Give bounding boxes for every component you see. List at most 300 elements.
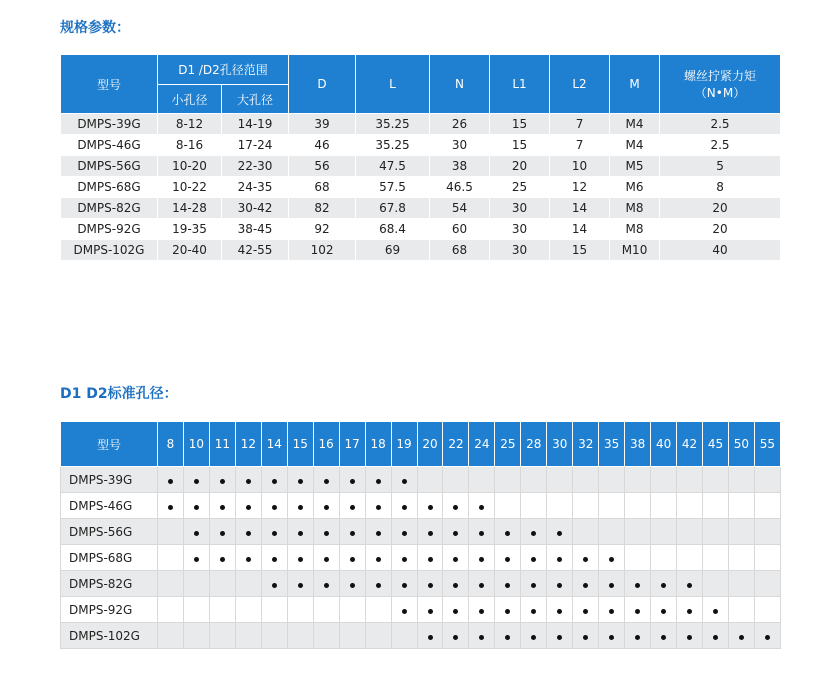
spec-cell-l1: 15: [490, 135, 550, 156]
bore-cell: [287, 493, 313, 519]
bore-header-size: 55: [754, 422, 780, 467]
bore-table-body: [61, 467, 781, 649]
bore-cell: [728, 467, 754, 493]
bore-cell: [625, 597, 651, 623]
availability-dot-icon: [194, 531, 199, 536]
availability-dot-icon: [505, 583, 510, 588]
bore-cell: [521, 571, 547, 597]
availability-dot-icon: [194, 505, 199, 510]
bore-row: [61, 545, 781, 571]
bore-cell: [677, 493, 703, 519]
availability-dot-icon: [376, 479, 381, 484]
bore-cell: [521, 545, 547, 571]
bore-header-size: 38: [625, 422, 651, 467]
spec-row: [61, 198, 781, 219]
availability-dot-icon: [609, 609, 614, 614]
availability-dot-icon: [402, 583, 407, 588]
bore-cell: [235, 545, 261, 571]
spec-cell-l1: 30: [490, 240, 550, 261]
bore-cell: [209, 571, 235, 597]
spec-cell-large: 30-42: [222, 198, 289, 219]
spec-cell-l2: 14: [550, 198, 610, 219]
spec-cell-l1: 15: [490, 114, 550, 135]
bore-header-size: 18: [365, 422, 391, 467]
bore-cell: [625, 571, 651, 597]
availability-dot-icon: [324, 557, 329, 562]
bore-header-size: 28: [521, 422, 547, 467]
availability-dot-icon: [687, 583, 692, 588]
availability-dot-icon: [324, 479, 329, 484]
spec-cell-model: DMPS-56G: [61, 156, 158, 177]
spec-cell-torque: 20: [660, 198, 781, 219]
availability-dot-icon: [479, 531, 484, 536]
availability-dot-icon: [402, 531, 407, 536]
spec-cell-l2: 7: [550, 135, 610, 156]
availability-dot-icon: [661, 609, 666, 614]
bore-cell: [209, 493, 235, 519]
availability-dot-icon: [505, 635, 510, 640]
bore-cell: [651, 493, 677, 519]
bore-cell: [235, 571, 261, 597]
spec-cell-torque: 5: [660, 156, 781, 177]
bore-cell: [365, 467, 391, 493]
availability-dot-icon: [687, 609, 692, 614]
bore-cell: [287, 519, 313, 545]
availability-dot-icon: [713, 609, 718, 614]
spec-row: [61, 219, 781, 240]
bore-header-size: 42: [677, 422, 703, 467]
availability-dot-icon: [661, 583, 666, 588]
spec-cell-large: 22-30: [222, 156, 289, 177]
header-large-bore: 大孔径: [222, 85, 289, 114]
availability-dot-icon: [194, 557, 199, 562]
availability-dot-icon: [246, 505, 251, 510]
availability-dot-icon: [428, 583, 433, 588]
bore-cell: [365, 571, 391, 597]
availability-dot-icon: [557, 609, 562, 614]
bore-header-size: 35: [599, 422, 625, 467]
bore-cell: [495, 545, 521, 571]
bore-header-size: 32: [573, 422, 599, 467]
bore-cell: [703, 571, 729, 597]
spec-cell-n: 38: [430, 156, 490, 177]
spec-cell-d: 39: [289, 114, 356, 135]
bore-cell: [728, 597, 754, 623]
bore-header-size: 12: [235, 422, 261, 467]
bore-header-size: 24: [469, 422, 495, 467]
bore-header-size: 50: [728, 422, 754, 467]
bore-header-size: 15: [287, 422, 313, 467]
bore-header-size: 30: [547, 422, 573, 467]
spec-cell-model: DMPS-39G: [61, 114, 158, 135]
bore-cell: [365, 519, 391, 545]
header-small-bore: 小孔径: [158, 85, 222, 114]
bore-cell: [651, 519, 677, 545]
bore-cell: [313, 623, 339, 649]
availability-dot-icon: [609, 635, 614, 640]
spec-cell-n: 60: [430, 219, 490, 240]
bore-cell: [521, 519, 547, 545]
bore-cell: [287, 467, 313, 493]
bore-cell-model: DMPS-82G: [61, 571, 158, 597]
spec-cell-small: 19-35: [158, 219, 222, 240]
bore-cell: [547, 493, 573, 519]
spec-row: [61, 240, 781, 261]
availability-dot-icon: [583, 583, 588, 588]
bore-header-model: 型号: [61, 422, 158, 467]
spec-cell-l1: 25: [490, 177, 550, 198]
bore-cell: [339, 545, 365, 571]
bore-header-size: 19: [391, 422, 417, 467]
availability-dot-icon: [272, 557, 277, 562]
bore-cell: [547, 467, 573, 493]
spec-cell-l: 68.4: [356, 219, 430, 240]
bore-cell: [417, 623, 443, 649]
bore-cell: [313, 571, 339, 597]
bore-cell: [469, 493, 495, 519]
bore-cell: [443, 493, 469, 519]
availability-dot-icon: [350, 557, 355, 562]
bore-cell: [339, 623, 365, 649]
availability-dot-icon: [557, 531, 562, 536]
bore-cell-model: DMPS-56G: [61, 519, 158, 545]
spec-cell-n: 46.5: [430, 177, 490, 198]
header-model: 型号: [61, 55, 158, 114]
bore-cell: [754, 571, 780, 597]
header-torque: [660, 55, 781, 114]
bore-cell: [313, 467, 339, 493]
bore-cell: [599, 571, 625, 597]
availability-dot-icon: [479, 635, 484, 640]
availability-dot-icon: [220, 531, 225, 536]
bore-cell: [443, 571, 469, 597]
bore-row: [61, 597, 781, 623]
bore-cell: [261, 597, 287, 623]
availability-dot-icon: [272, 583, 277, 588]
bore-cell: [469, 597, 495, 623]
availability-dot-icon: [557, 557, 562, 562]
bore-cell: [547, 519, 573, 545]
bore-cell: [677, 597, 703, 623]
bore-cell: [469, 519, 495, 545]
bore-cell: [209, 623, 235, 649]
availability-dot-icon: [324, 583, 329, 588]
availability-dot-icon: [324, 531, 329, 536]
bore-header-size: 16: [313, 422, 339, 467]
availability-dot-icon: [713, 635, 718, 640]
availability-dot-icon: [531, 557, 536, 562]
bore-cell: [443, 545, 469, 571]
bore-cell: [651, 467, 677, 493]
bore-cell: [417, 493, 443, 519]
bore-cell: [599, 467, 625, 493]
bore-cell: [599, 545, 625, 571]
spec-row: [61, 156, 781, 177]
spec-cell-n: 26: [430, 114, 490, 135]
spec-cell-n: 54: [430, 198, 490, 219]
availability-dot-icon: [428, 609, 433, 614]
bore-cell: [651, 623, 677, 649]
bore-cell: [703, 493, 729, 519]
bore-cell: [521, 597, 547, 623]
availability-dot-icon: [531, 531, 536, 536]
bore-cell: [495, 519, 521, 545]
spec-cell-small: 8-16: [158, 135, 222, 156]
bore-cell: [158, 597, 184, 623]
availability-dot-icon: [272, 505, 277, 510]
availability-dot-icon: [168, 479, 173, 484]
spec-cell-d: 46: [289, 135, 356, 156]
bore-cell: [183, 467, 209, 493]
availability-dot-icon: [479, 557, 484, 562]
availability-dot-icon: [350, 531, 355, 536]
bore-cell: [417, 467, 443, 493]
availability-dot-icon: [453, 609, 458, 614]
bore-cell: [547, 571, 573, 597]
bore-cell: [313, 545, 339, 571]
availability-dot-icon: [428, 531, 433, 536]
bore-cell: [703, 623, 729, 649]
spec-row: [61, 114, 781, 135]
spec-cell-n: 30: [430, 135, 490, 156]
spec-cell-l: 35.25: [356, 114, 430, 135]
availability-dot-icon: [583, 557, 588, 562]
bore-cell: [365, 597, 391, 623]
availability-dot-icon: [246, 557, 251, 562]
bore-cell: [183, 493, 209, 519]
bore-cell: [547, 545, 573, 571]
availability-dot-icon: [531, 583, 536, 588]
spec-cell-large: 38-45: [222, 219, 289, 240]
bore-cell: [443, 623, 469, 649]
availability-dot-icon: [220, 479, 225, 484]
availability-dot-icon: [505, 531, 510, 536]
availability-dot-icon: [376, 583, 381, 588]
availability-dot-icon: [220, 557, 225, 562]
bore-cell: [728, 623, 754, 649]
bore-cell: [183, 597, 209, 623]
bore-cell-model: DMPS-68G: [61, 545, 158, 571]
spec-cell-m: M5: [610, 156, 660, 177]
availability-dot-icon: [298, 479, 303, 484]
spec-cell-m: M8: [610, 219, 660, 240]
bore-cell: [417, 519, 443, 545]
spec-cell-l2: 7: [550, 114, 610, 135]
availability-dot-icon: [479, 609, 484, 614]
spec-cell-large: 24-35: [222, 177, 289, 198]
bore-cell: [183, 623, 209, 649]
bore-cell: [599, 597, 625, 623]
spec-cell-small: 20-40: [158, 240, 222, 261]
header-bore-range: D1 /D2孔径范围: [158, 55, 289, 85]
bore-cell-model: DMPS-92G: [61, 597, 158, 623]
bore-cell: [339, 597, 365, 623]
spec-cell-l2: 15: [550, 240, 610, 261]
bore-cell: [521, 467, 547, 493]
bore-cell: [651, 571, 677, 597]
bore-cell: [158, 519, 184, 545]
availability-dot-icon: [350, 583, 355, 588]
availability-dot-icon: [298, 531, 303, 536]
bore-cell: [625, 519, 651, 545]
availability-dot-icon: [168, 505, 173, 510]
bore-cell: [261, 545, 287, 571]
bore-cell: [677, 545, 703, 571]
bore-cell: [754, 597, 780, 623]
availability-dot-icon: [246, 479, 251, 484]
availability-dot-icon: [324, 505, 329, 510]
bore-cell: [443, 597, 469, 623]
bore-cell: [365, 623, 391, 649]
bore-cell: [339, 571, 365, 597]
bore-cell: [703, 467, 729, 493]
availability-dot-icon: [739, 635, 744, 640]
bore-cell: [469, 545, 495, 571]
availability-dot-icon: [583, 609, 588, 614]
availability-dot-icon: [453, 557, 458, 562]
bore-cell: [235, 597, 261, 623]
bore-cell: [287, 545, 313, 571]
availability-dot-icon: [479, 583, 484, 588]
bore-cell: [183, 519, 209, 545]
spec-cell-model: DMPS-68G: [61, 177, 158, 198]
bore-cell-model: DMPS-46G: [61, 493, 158, 519]
availability-dot-icon: [376, 557, 381, 562]
bore-cell: [417, 545, 443, 571]
bore-cell: [209, 519, 235, 545]
bore-cell: [261, 493, 287, 519]
spec-cell-l2: 12: [550, 177, 610, 198]
bore-cell: [677, 571, 703, 597]
availability-dot-icon: [609, 557, 614, 562]
spec-cell-d: 102: [289, 240, 356, 261]
availability-dot-icon: [428, 557, 433, 562]
spec-cell-large: 42-55: [222, 240, 289, 261]
spec-cell-large: 14-19: [222, 114, 289, 135]
bore-cell: [625, 493, 651, 519]
bore-cell: [391, 519, 417, 545]
bore-row: [61, 493, 781, 519]
spec-cell-model: DMPS-46G: [61, 135, 158, 156]
bore-cell: [391, 623, 417, 649]
bore-cell: [573, 519, 599, 545]
availability-dot-icon: [609, 583, 614, 588]
bore-cell: [209, 545, 235, 571]
bore-cell: [573, 493, 599, 519]
availability-dot-icon: [428, 635, 433, 640]
availability-dot-icon: [220, 505, 225, 510]
header-d: D: [289, 55, 356, 114]
availability-dot-icon: [402, 609, 407, 614]
availability-dot-icon: [505, 609, 510, 614]
availability-dot-icon: [661, 635, 666, 640]
bore-cell: [287, 571, 313, 597]
bore-section-title: D1 D2标准孔径：: [60, 386, 178, 402]
spec-cell-torque: 8: [660, 177, 781, 198]
spec-cell-n: 68: [430, 240, 490, 261]
bore-cell: [261, 467, 287, 493]
availability-dot-icon: [635, 583, 640, 588]
spec-cell-l: 69: [356, 240, 430, 261]
bore-cell: [625, 545, 651, 571]
bore-cell: [261, 571, 287, 597]
bore-cell: [599, 623, 625, 649]
availability-dot-icon: [376, 505, 381, 510]
bore-cell: [599, 519, 625, 545]
bore-cell: [417, 597, 443, 623]
bore-cell: [754, 623, 780, 649]
bore-cell: [521, 623, 547, 649]
availability-dot-icon: [531, 609, 536, 614]
spec-cell-torque: 40: [660, 240, 781, 261]
bore-cell: [573, 597, 599, 623]
bore-cell: [728, 571, 754, 597]
bore-cell: [495, 623, 521, 649]
header-torque-line1: 螺丝拧紧力矩: [684, 69, 757, 83]
spec-cell-small: 10-22: [158, 177, 222, 198]
bore-cell: [573, 545, 599, 571]
bore-cell: [754, 493, 780, 519]
spec-cell-m: M6: [610, 177, 660, 198]
spec-cell-m: M8: [610, 198, 660, 219]
availability-dot-icon: [635, 635, 640, 640]
bore-cell: [728, 493, 754, 519]
spec-cell-d: 68: [289, 177, 356, 198]
spec-cell-m: M10: [610, 240, 660, 261]
availability-dot-icon: [531, 635, 536, 640]
bore-cell: [547, 623, 573, 649]
spec-cell-torque: 20: [660, 219, 781, 240]
bore-cell: [754, 467, 780, 493]
bore-cell: [495, 493, 521, 519]
bore-cell: [391, 597, 417, 623]
bore-header-row: [61, 422, 781, 467]
availability-dot-icon: [557, 635, 562, 640]
bore-cell: [235, 467, 261, 493]
bore-cell: [495, 467, 521, 493]
availability-dot-icon: [583, 635, 588, 640]
bore-cell: [754, 519, 780, 545]
bore-cell: [728, 545, 754, 571]
bore-cell: [235, 493, 261, 519]
header-n: N: [430, 55, 490, 114]
header-torque-line2: （N•M）: [694, 86, 746, 100]
spec-cell-small: 8-12: [158, 114, 222, 135]
bore-cell: [158, 545, 184, 571]
bore-cell: [728, 519, 754, 545]
spec-table: [60, 54, 781, 261]
spec-cell-small: 14-28: [158, 198, 222, 219]
bore-cell: [391, 467, 417, 493]
bore-cell: [651, 545, 677, 571]
bore-row: [61, 467, 781, 493]
spec-cell-l: 57.5: [356, 177, 430, 198]
bore-cell-model: DMPS-102G: [61, 623, 158, 649]
bore-cell: [443, 519, 469, 545]
spec-cell-d: 82: [289, 198, 356, 219]
availability-dot-icon: [453, 505, 458, 510]
bore-header-size: 45: [703, 422, 729, 467]
bore-cell: [158, 571, 184, 597]
availability-dot-icon: [194, 479, 199, 484]
spec-cell-small: 10-20: [158, 156, 222, 177]
bore-cell: [495, 571, 521, 597]
bore-table: [60, 421, 781, 649]
spec-cell-l1: 30: [490, 198, 550, 219]
bore-cell: [391, 493, 417, 519]
availability-dot-icon: [557, 583, 562, 588]
bore-cell-model: DMPS-39G: [61, 467, 158, 493]
